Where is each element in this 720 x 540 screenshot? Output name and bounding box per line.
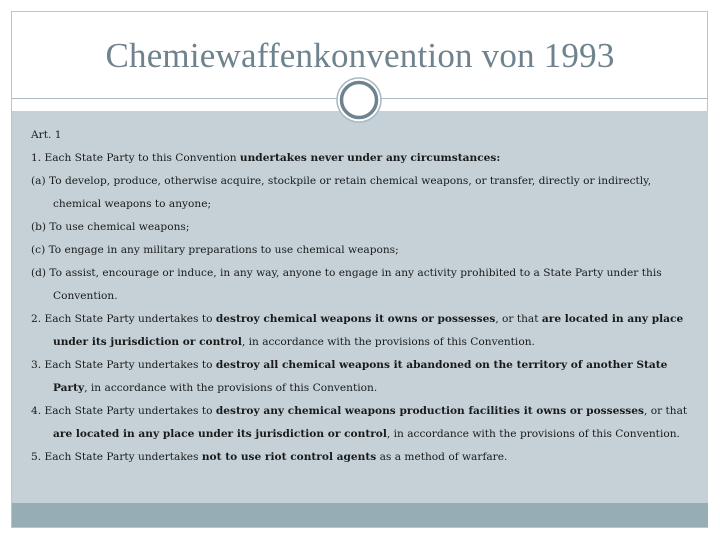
paragraph-2-text: 2. Each State Party undertakes to: [31, 313, 216, 325]
paragraph-3-emphasis: destroy all chemical weapons it abandoned on the territory of another State Party: [53, 359, 668, 394]
paragraph-1-emphasis: undertakes never under any circumstances:: [239, 152, 501, 164]
paragraph-2-text-3: , in accordance with the provisions of this Convention.: [241, 336, 535, 348]
paragraph-3: [31, 354, 691, 400]
article-text: [31, 124, 691, 469]
item-c: (c) To engage in any military preparations to use chemical weapons;: [31, 244, 399, 256]
paragraph-5-text: 5. Each State Party undertakes: [31, 451, 202, 463]
paragraph-4-text-3: , in accordance with the provisions of this Convention.: [386, 428, 680, 440]
slide-title: Chemiewaffenkonvention von 1993: [105, 36, 615, 75]
circle-ornament-icon: [335, 76, 383, 124]
paragraph-4-text-2: , or that: [643, 405, 688, 417]
paragraph-4-text: 4. Each State Party undertakes to: [31, 405, 216, 417]
paragraph-4-emphasis-2: are located in any place under its jurisdiction or control: [53, 428, 387, 440]
paragraph-3-text-2: , in accordance with the provisions of this Convention.: [84, 382, 378, 394]
paragraph-3-text: 3. Each State Party undertakes to: [31, 359, 216, 371]
item-b: (b) To use chemical weapons;: [31, 221, 190, 233]
article-heading: Art. 1: [31, 129, 62, 141]
paragraph-1: [31, 147, 691, 170]
paragraph-2: [31, 308, 691, 354]
paragraph-2-emphasis-1: destroy chemical weapons it owns or possesses: [215, 313, 496, 325]
paragraph-4-emphasis-1: destroy any chemical weapons production facilities it owns or possesses: [215, 405, 644, 417]
paragraph-5-text-2: as a method of warfare.: [376, 451, 508, 463]
paragraph-1-text: 1. Each State Party to this Convention: [31, 152, 240, 164]
paragraph-2-text-2: , or that: [495, 313, 542, 325]
item-a: (a) To develop, produce, otherwise acquire, stockpile or retain chemical weapons, or transfer, directly or indirectly, chemical weapons to anyone;: [31, 175, 652, 210]
item-d: (d) To assist, encourage or induce, in any way, anyone to engage in any activity prohibited to a State Party under this Convention.: [31, 267, 662, 302]
paragraph-4: [31, 400, 691, 446]
paragraph-5: [31, 446, 691, 469]
footer-bar: [12, 503, 708, 527]
paragraph-2-emphasis-2: are located in any place under its jurisdiction or control: [53, 313, 684, 348]
paragraph-5-emphasis: not to use riot control agents: [201, 451, 377, 463]
